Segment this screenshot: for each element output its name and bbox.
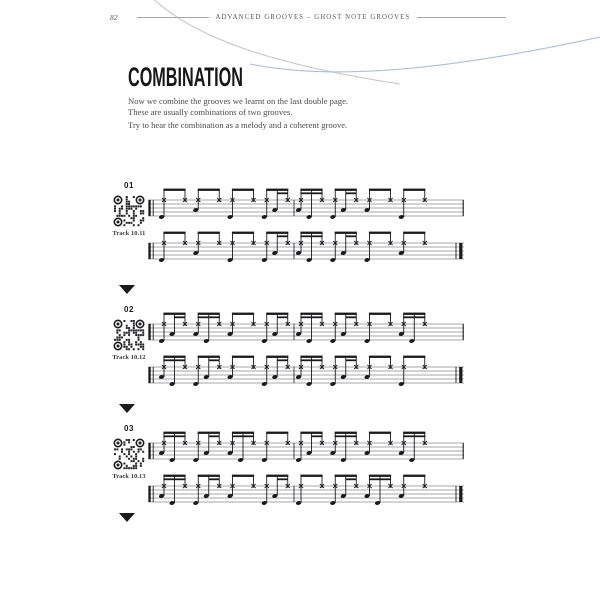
intro-line-1: Now we combine the grooves we learnt on the last double page. [128, 96, 349, 106]
qr-code [112, 318, 146, 352]
exercise-number: 01 [124, 181, 134, 190]
track-label: Track 10.11 [112, 230, 146, 237]
exercise-03 [0, 422, 600, 542]
exercise-number: 02 [124, 305, 134, 314]
page-header [110, 13, 506, 22]
header-rule-right [417, 17, 506, 18]
exercise-02 [0, 303, 600, 423]
exercise-number: 03 [124, 424, 134, 433]
drum-staff-line-1 [148, 308, 464, 348]
intro-line-3: Try to hear the combination as a melody and a coherent groove. [128, 120, 348, 130]
intro-line-2: These are usually combinations of two grooves. [128, 106, 293, 117]
drum-staff-line-1 [148, 427, 464, 467]
section-divider-arrow [119, 404, 135, 413]
page-number: 82 [110, 13, 118, 22]
track-label: Track 10.13 [112, 473, 146, 480]
qr-code [112, 194, 146, 228]
page-title: COMBINATION [128, 62, 243, 92]
drum-staff-line-2 [148, 227, 464, 267]
drum-staff-line-2 [148, 351, 464, 391]
header-title: ADVANCED GROOVES – GHOST NOTE GROOVES [215, 14, 411, 21]
track-label: Track 10.12 [112, 354, 146, 361]
exercise-01 [0, 179, 600, 299]
intro-text [128, 96, 348, 131]
section-divider-arrow [119, 285, 135, 294]
qr-code [112, 437, 146, 471]
drum-staff-line-1 [148, 184, 464, 224]
drum-staff-line-2 [148, 470, 464, 510]
curve-blue [250, 37, 600, 72]
section-divider-arrow [119, 513, 135, 522]
header-rule-left [137, 17, 209, 18]
